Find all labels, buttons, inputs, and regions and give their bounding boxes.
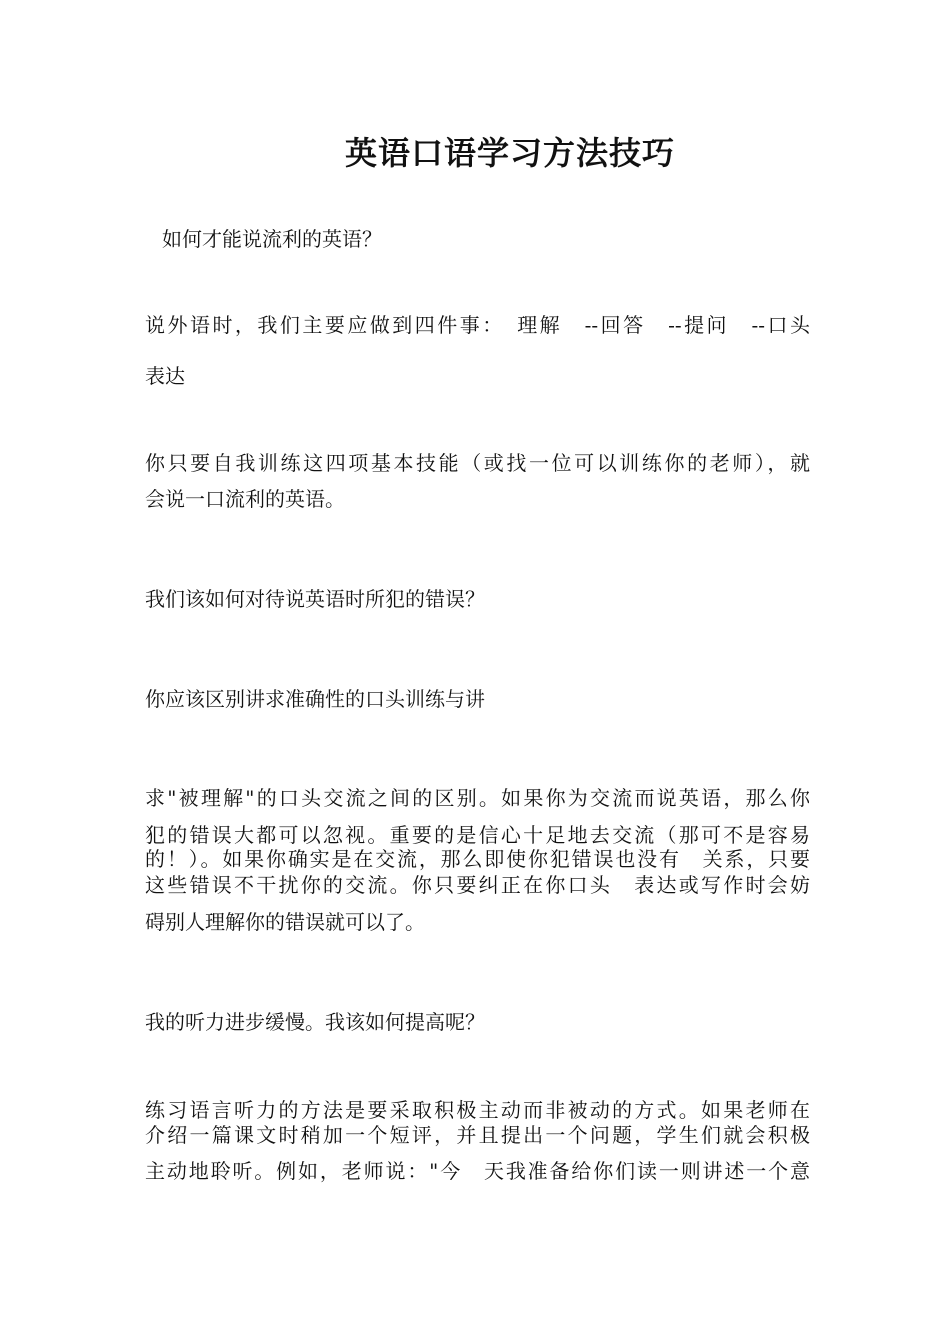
paragraph-5-line-3: 主动地聆听。例如，老师说："今 天我准备给你们读一则讲述一个意 [145,1159,810,1183]
paragraph-4-line-2: 犯的错误大都可以忽视。重要的是信心十足地去交流（那可不是容易 [145,823,810,847]
question-2: 我们该如何对待说英语时所犯的错误？ [145,587,485,611]
paragraph-1-line-1: 说外语时，我们主要应做到四件事： 理解 --回答 --提问 --口头 [145,313,810,337]
paragraph-1-line-2: 表达 [145,364,185,388]
paragraph-2-line-1: 你只要自我训练这四项基本技能（或找一位可以训练你的老师），就 [145,451,810,475]
document-title: 英语口语学习方法技巧 [344,134,675,172]
paragraph-4-line-5: 碍别人理解你的错误就可以了。 [145,910,425,934]
paragraph-4-line-3: 的！）。如果你确实是在交流，那么即使你犯错误也没有 关系，只要 [145,847,810,871]
paragraph-4-line-1: 求"被理解"的口头交流之间的区别。如果你为交流而说英语，那么你 [145,786,810,810]
paragraph-5-line-2: 介绍一篇课文时稍加一个短评，并且提出一个问题，学生们就会积极 [145,1123,810,1147]
paragraph-5-line-1: 练习语言听力的方法是要采取积极主动而非被动的方式。如果老师在 [145,1098,810,1122]
question-3: 我的听力进步缓慢。我该如何提高呢？ [145,1010,485,1034]
paragraph-2-line-2: 会说一口流利的英语。 [145,487,345,511]
paragraph-3-line-1: 你应该区别讲求准确性的口头训练与讲 [145,687,485,711]
question-1: 如何才能说流利的英语？ [162,227,382,251]
paragraph-4-line-4: 这些错误不干扰你的交流。你只要纠正在你口头 表达或写作时会妨 [145,873,810,897]
